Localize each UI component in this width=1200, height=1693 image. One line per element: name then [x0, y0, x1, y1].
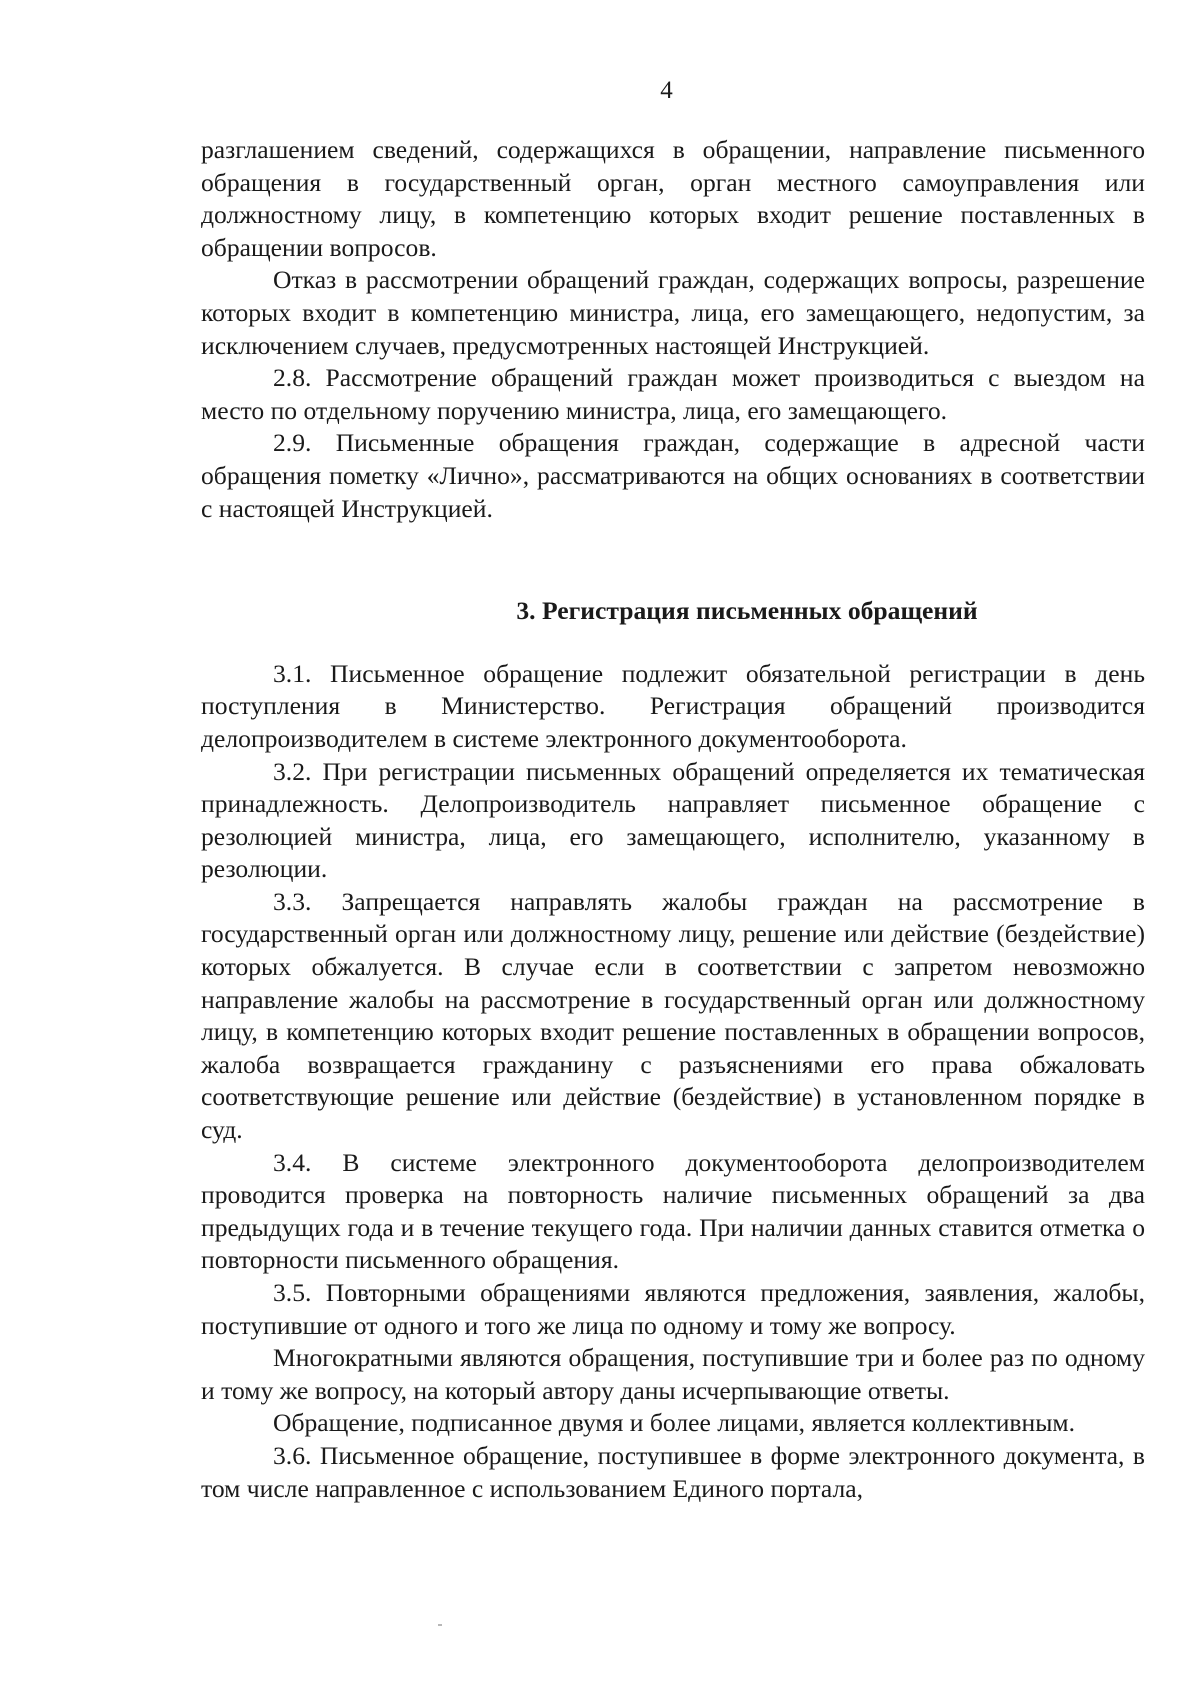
paragraph: 3.3. Запрещается направлять жалобы граждан на рассмотрение в государственный орган или должностному лицу, решение или действие (бездействие) которых обжалуется. В случае если в соответствии с запретом невозможно направление жалобы на рассмотрение в государственный орган или должностному лицу, в компетенцию которых входит решение поставленных в обращении вопросов, жалоба возвращается гражданину с разъяснениями его права обжаловать соответствующие решение или действие (бездействие) в установленном порядке в суд. [201, 886, 1145, 1145]
paragraph: Многократными являются обращения, поступившие три и более раз по одному и тому же вопросу, на который автору даны исчерпывающие ответы. [201, 1343, 1145, 1405]
paragraph: 3.4. В системе электронного документооборота делопроизводителем проводится проверка на повторность наличие письменных обращений за два предыдущих года и в течение текущего года. При наличии данных ставится отметка о повторности письменного обращения. [201, 1147, 1145, 1275]
paragraph: 2.9. Письменные обращения граждан, содержащие в адресной части обращения пометку «Лично», рассматриваются на общих основаниях в соответствии с настоящей Инструкцией. [201, 428, 1145, 523]
paragraph: 3.1. Письменное обращение подлежит обязательной регистрации в день поступления в Министерство. Регистрация обращений производится делопроизводителем в системе электронного документооборота. [201, 658, 1145, 753]
document-body [201, 134, 1145, 1505]
section-heading: 3. Регистрация письменных обращений [516, 596, 978, 626]
paragraph: 3.2. При регистрации письменных обращений определяется их тематическая принадлежность. Делопроизводитель направляет письменное обращение с резолюцией министра, лица, его замещающего, исполнителю, указанному в резолюции. [201, 756, 1145, 884]
paragraph: разглашением сведений, содержащихся в обращении, направление письменного обращения в государственный орган, орган местного самоуправления или должностному лицу, в компетенцию которых входит решение поставленных в обращении вопросов. [201, 135, 1145, 262]
paragraph: 3.6. Письменное обращение, поступившее в форме электронного документа, в том числе направленное с использованием Единого портала, [201, 1440, 1145, 1503]
paragraph: Обращение, подписанное двумя и более лицами, является коллективным. [273, 1408, 1075, 1438]
paragraph: 3.5. Повторными обращениями являются предложения, заявления, жалобы, поступившие от одного и того же лица по одному и тому же вопросу. [201, 1278, 1145, 1340]
page-number: 4 [660, 77, 673, 104]
paragraph: 2.8. Рассмотрение обращений граждан может производиться с выездом на место по отдельному поручению министра, лица, его замещающего. [201, 363, 1145, 425]
paragraph: Отказ в рассмотрении обращений граждан, содержащих вопросы, разрешение которых входит в компетенцию министра, лица, его замещающего, недопустим, за исключением случаев, предусмотренных настоящей Инструкцией. [201, 265, 1145, 360]
scan-smudge [438, 1624, 442, 1626]
